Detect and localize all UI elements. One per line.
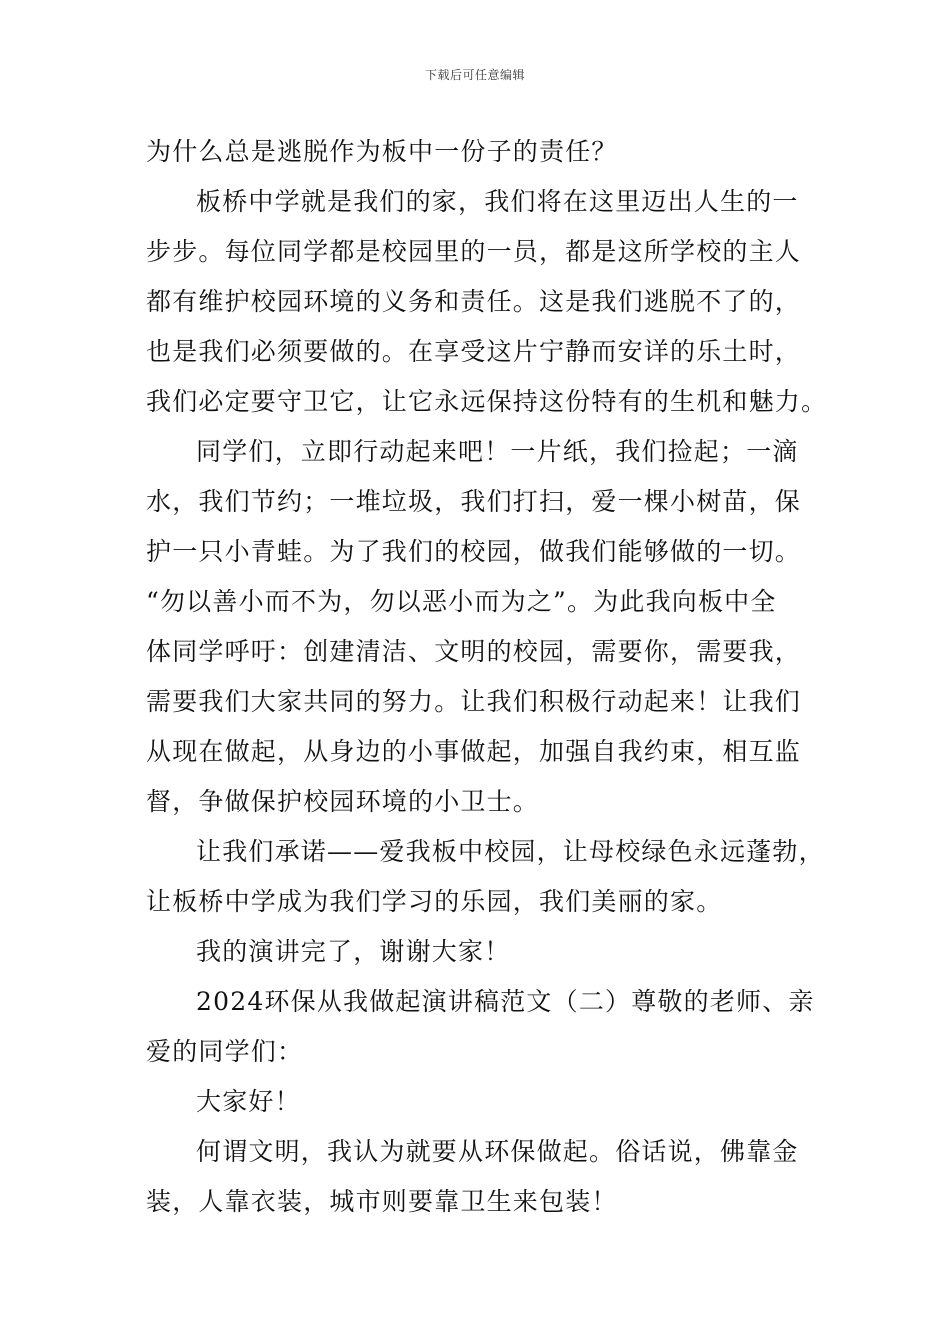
text-line: 都有维护校园环境的义务和责任。这是我们逃脱不了的，	[146, 287, 802, 316]
text-line: 板桥中学就是我们的家，我们将在这里迈出人生的一	[196, 187, 799, 216]
text-line: 装，人靠衣装，城市则要靠卫生来包装！	[146, 1187, 618, 1216]
paragraph	[146, 1077, 816, 1127]
text-line: 也是我们必须要做的。在享受这片宁静而安详的乐土时，	[146, 337, 802, 366]
text-line: 同学们，立即行动起来吧！一片纸，我们捡起；一滴	[196, 437, 799, 466]
paragraph	[146, 1127, 816, 1227]
paragraph	[146, 827, 825, 927]
text-line: 2024环保从我做起演讲稿范文（二）尊敬的老师、亲	[196, 987, 815, 1016]
text-line: 让我们承诺——爱我板中校园，让母校绿色永远蓬勃，	[196, 837, 825, 866]
page-header: 下载后可任意编辑	[424, 68, 525, 82]
text-line: 体同学呼吁：创建清洁、文明的校园，需要你，需要我，	[146, 637, 802, 666]
text-line: 需要我们大家共同的努力。让我们积极行动起来！让我们	[146, 687, 802, 716]
document-body	[146, 127, 828, 1227]
text-line: 何谓文明，我认为就要从环保做起。俗话说，佛靠金	[196, 1137, 799, 1166]
text-line: 大家好！	[196, 1087, 301, 1116]
paragraph	[146, 927, 816, 977]
paragraph	[146, 177, 828, 427]
text-line: 护一只小青蛙。为了我们的校园，做我们能够做的一切。	[146, 537, 802, 566]
text-line: 让板桥中学成为我们学习的乐园，我们美丽的家。	[146, 887, 723, 916]
text-line: 督，争做保护校园环境的小卫士。	[146, 787, 540, 816]
text-line: 爱的同学们：	[146, 1037, 304, 1066]
paragraph	[146, 977, 816, 1077]
text-line: 我们必定要守卫它，让它永远保持这份特有的生机和魅力。	[146, 387, 828, 416]
text-line: 步步。每位同学都是校园里的一员，都是这所学校的主人	[146, 237, 802, 266]
paragraph	[146, 127, 816, 177]
text-line: 我的演讲完了，谢谢大家！	[196, 937, 511, 966]
text-line: 从现在做起，从身边的小事做起，加强自我约束，相互监	[146, 737, 802, 766]
text-line: “勿以善小而不为，勿以恶小而为之”。为此我向板中全	[146, 587, 777, 616]
text-line: 水，我们节约；一堆垃圾，我们打扫，爱一棵小树苗，保	[146, 487, 802, 516]
paragraph	[146, 427, 816, 827]
text-line: 为什么总是逃脱作为板中一份子的责任？	[146, 137, 618, 166]
